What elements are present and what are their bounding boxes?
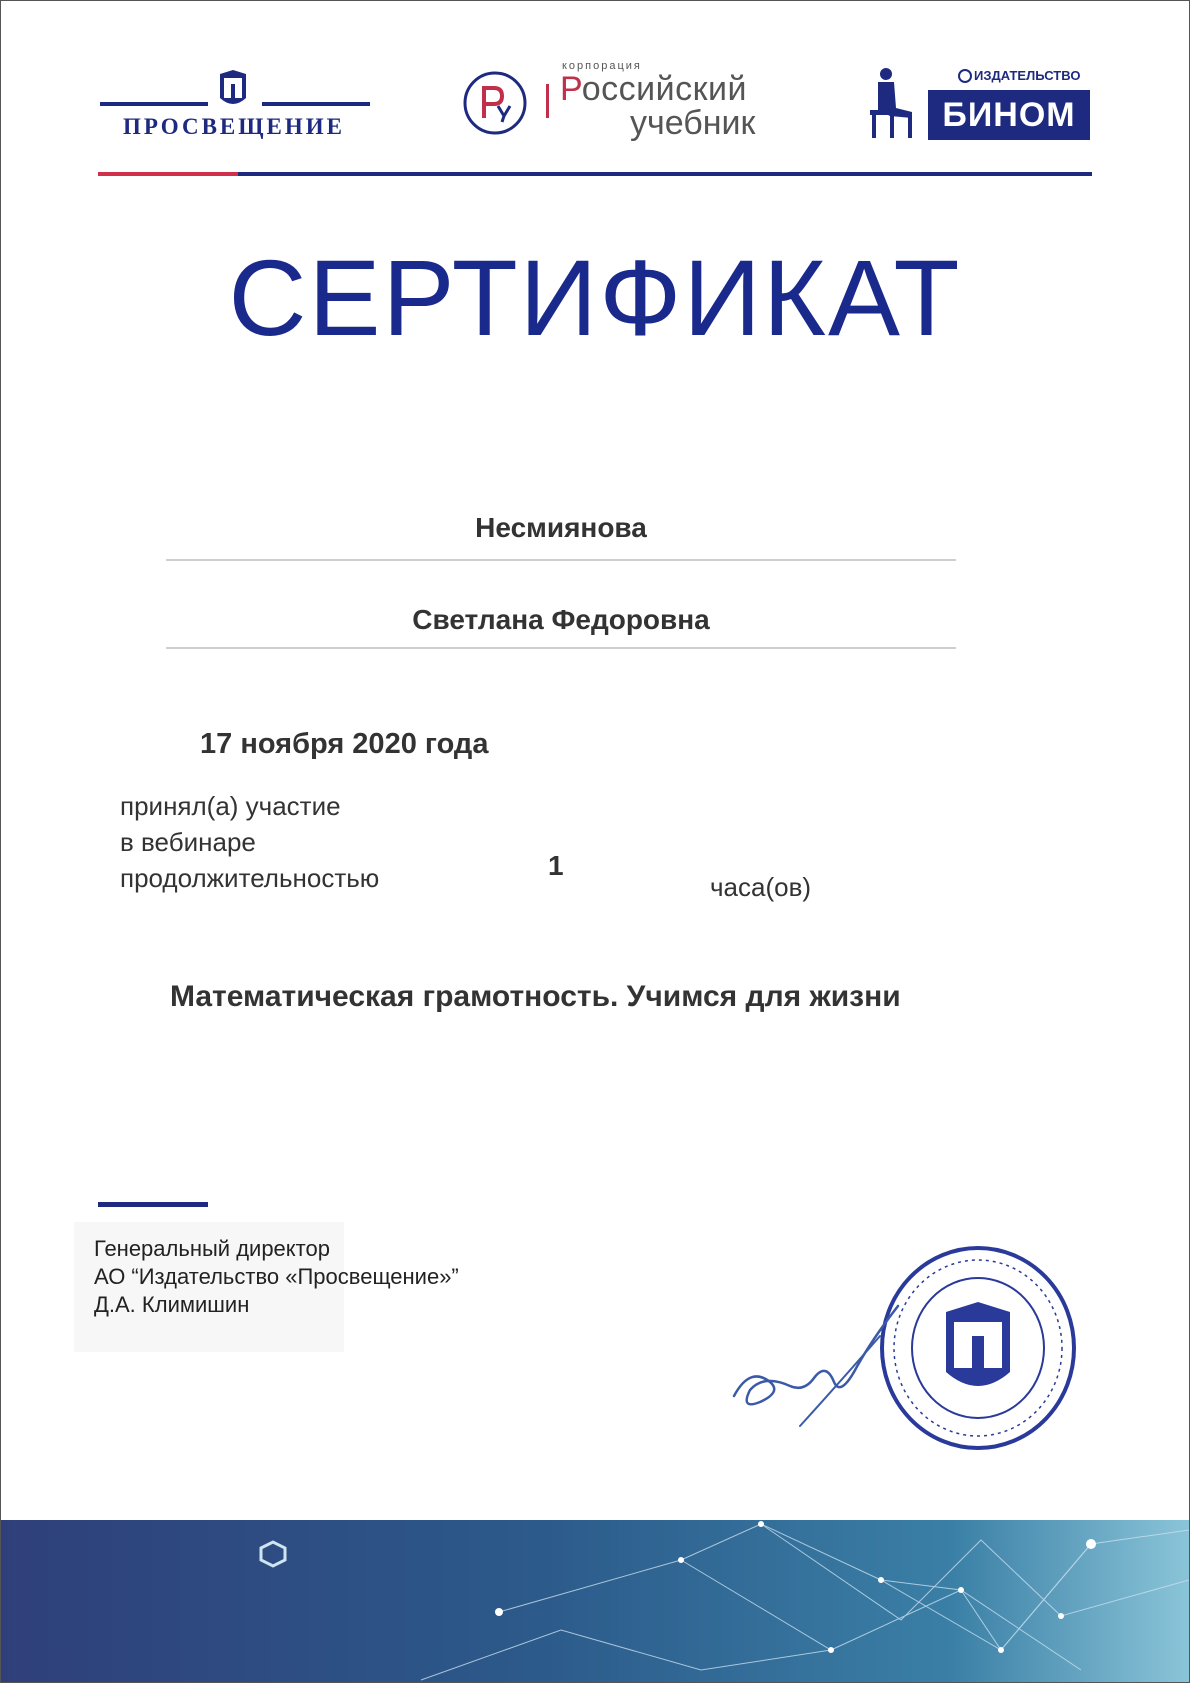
logo-bar-right	[262, 102, 370, 106]
webinar-title: Математическая грамотность. Учимся для жизни	[170, 980, 901, 1013]
event-date: 17 ноября 2020 года	[200, 728, 489, 760]
globe-icon	[958, 69, 972, 83]
ru-logo-uchebnik: учебник	[630, 104, 756, 142]
participation-line-1: принял(а) участие	[120, 791, 341, 821]
surname-underline	[166, 559, 956, 561]
ru-logo-separator	[546, 84, 549, 118]
participation-line-3: продолжительностью	[120, 863, 380, 893]
signatory-position: Генеральный директор	[94, 1236, 330, 1261]
binom-logo	[864, 64, 1092, 144]
signatory-name: Д.А. Климишин	[94, 1292, 250, 1317]
header-rule-red	[98, 172, 238, 176]
ru-logo-first-letter: Р	[560, 70, 582, 108]
prosveshchenie-wordmark: ПРОСВЕЩЕНИЕ	[123, 114, 345, 139]
handwritten-signature-icon	[730, 1286, 930, 1436]
signatory-organization: АО “Издательство «Просвещение»”	[94, 1264, 459, 1289]
participation-line-2: в вебинаре	[120, 827, 256, 857]
header-rule-blue	[238, 172, 1092, 176]
footer-network-graphic	[1, 1520, 1189, 1682]
given-names-underline	[166, 647, 956, 649]
recipient-surname: Несмиянова	[475, 512, 647, 543]
binom-izdatelstvo-text: ИЗДАТЕЛЬСТВО	[974, 68, 1081, 83]
binom-wordmark: БИНОМ	[928, 90, 1090, 140]
recipient-given-names: Светлана Федоровна	[412, 604, 710, 635]
rossiyskiy-uchebnik-logo	[462, 60, 782, 140]
signature-dash	[98, 1202, 208, 1207]
prosveshchenie-logo	[98, 64, 370, 146]
ru-logo-corporation: корпорация	[562, 60, 642, 72]
ru-logo-rest: оссийский	[581, 70, 747, 108]
ru-circle-icon	[462, 70, 528, 136]
prosveshchenie-emblem-icon	[216, 68, 250, 112]
binom-publisher-label	[958, 68, 1080, 83]
seated-figure-icon	[864, 66, 918, 140]
duration-unit: часа(ов)	[710, 872, 812, 902]
logo-bar-left	[100, 102, 208, 106]
certificate-title: СЕРТИФИКАТ	[228, 237, 962, 358]
duration-hours: 1	[548, 850, 564, 881]
